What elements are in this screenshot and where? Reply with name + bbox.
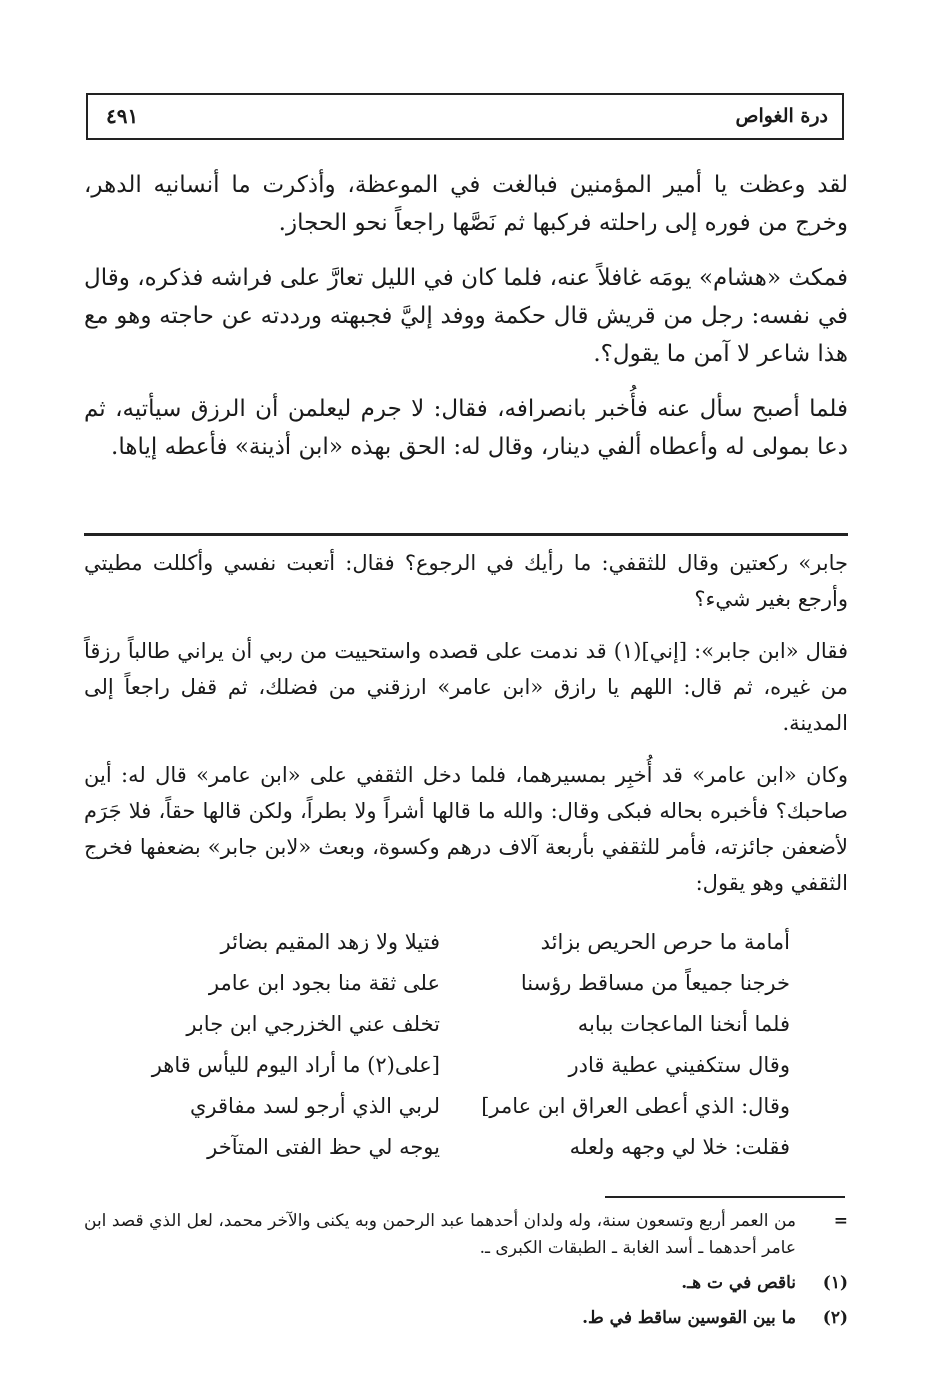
- book-title: درة الغواص: [735, 105, 828, 127]
- poem-verse: [100, 971, 820, 1012]
- first-hemistich: خرجنا جميعاً من مساقط رؤسنا: [520, 971, 790, 995]
- page-number: ٤٩١: [106, 104, 139, 128]
- running-header: [86, 93, 844, 140]
- footnote-text: ما بين القوسين ساقط في ط.: [582, 1308, 796, 1328]
- footnote: [84, 1270, 848, 1297]
- paragraph: لقد وعظت يا أمير المؤمنين فبالغت في الموعظة، وأذكرت ما أنسانيه الدهر، وخرج من فوره إلى راحلته فركبها ثم نَصَّها راجعاً نحو الحجاز.: [84, 172, 848, 236]
- poem-verse: [100, 1012, 820, 1053]
- poem-verse: [100, 1053, 820, 1094]
- first-hemistich: فقلت: خلا لي وجهه ولعله: [569, 1135, 790, 1159]
- footnotes: [84, 1208, 848, 1340]
- footnote: [84, 1208, 848, 1262]
- first-hemistich: وقال: الذي أعطى العراق ابن عامر]: [481, 1094, 790, 1118]
- section-divider: [84, 533, 848, 536]
- continued-text: [84, 545, 848, 917]
- second-hemistich: [على(٢) ما أراد اليوم لليأس قاهر: [151, 1053, 440, 1077]
- paragraph: فلما أصبح سأل عنه فأُخبر بانصرافه، فقال: لا جرم ليعلمن أن الرزق سيأتيه، ثم دعا بمولى له وأعطاه ألفي دينار، وقال له: الحق بهذه «ابن أذينة» فأعطه إياها.: [84, 396, 848, 460]
- poem-verse: [100, 930, 820, 971]
- paragraph: فقال «ابن جابر»: [إني](١) قد ندمت على قصده واستحييت من ربي أن يراني طالباً رزقاً من غيره، ثم قال: اللهم يا رازق «ابن عامر» ارزقني من فضلك، ثم قفل راجعاً إلى المدينة.: [84, 639, 848, 735]
- paragraph: وكان «ابن عامر» قد أُخبِر بمسيرهما، فلما دخل الثقفي على «ابن عامر» قال له: أين صاحبك؟ فأخبره بحاله فبكى وقال: والله ما قالها أشراً ولا بطراً، ولكن قالها حقاً، فلا جَرَم لأضعفن جائزته، فأمر للثقفي بأربعة آلاف درهم وكسوة، وبعث «لابن جابر» بضعفها فخرج الثقفي وهو يقول:: [84, 763, 848, 895]
- first-hemistich: وقال ستكفيني عطية قادر: [568, 1053, 790, 1077]
- second-hemistich: على ثقة منا بجود ابن عامر: [208, 971, 440, 995]
- footnote-marker: (٢): [822, 1308, 848, 1328]
- first-hemistich: أمامة ما حرص الحريص بزائد: [540, 930, 790, 954]
- paragraph: جابر» ركعتين وقال للثقفي: ما رأيك في الرجوع؟ فقال: أتعبت نفسي وأكللت مطيتي وأرجع بغير شيء؟: [84, 551, 848, 611]
- second-hemistich: يوجه لي حظ الفتى المتآخر: [207, 1135, 440, 1159]
- paragraph: فمكث «هشام» يومَه غافلاً عنه، فلما كان في الليل تعارَّ على فراشه فذكره، وقال في نفسه: رجل من قريش قال حكمة ووفد إليَّ فجبهته ورددته عن حاجته وهو مع هذا شاعر لا آمن ما يقول؟.: [84, 265, 848, 367]
- second-hemistich: فتيلا ولا زهد المقيم بضائر: [220, 930, 440, 954]
- footnote-divider: [605, 1196, 845, 1198]
- footnote-text: ناقص في ت هـ.: [681, 1273, 796, 1293]
- poem-verse: [100, 1094, 820, 1135]
- footnote-text: من العمر أربع وتسعون سنة، وله ولدان أحدهما عبد الرحمن وبه يكنى والآخر محمد، لعل الذي قصد ابن عامر أحدهما ـ أسد الغابة ـ الطبقات الكبرى ـ.: [84, 1211, 796, 1258]
- poem-verse: [100, 1135, 820, 1176]
- first-hemistich: فلما أنخنا الماعجات ببابه: [577, 1012, 790, 1036]
- footnote-marker: (١): [822, 1273, 848, 1293]
- second-hemistich: لربي الذي أرجو لسد مفاقري: [189, 1094, 440, 1118]
- poem: [100, 930, 820, 1176]
- footnote: [84, 1305, 848, 1332]
- main-text: [84, 166, 848, 483]
- footnote-marker: =: [833, 1211, 848, 1231]
- second-hemistich: تخلف عني الخزرجي ابن جابر: [186, 1012, 440, 1036]
